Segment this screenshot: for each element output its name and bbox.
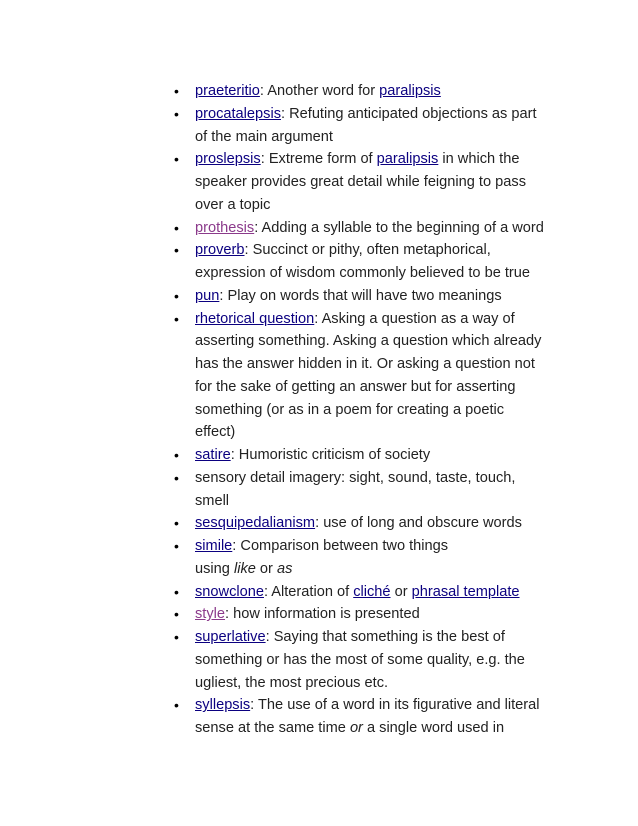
list-item: • procatalepsis: Refuting anticipated objections as part of the main argument [195, 103, 555, 149]
term-link-rhetorical-question[interactable]: rhetorical question [195, 310, 315, 327]
list-item: • satire: Humoristic criticism of society [195, 444, 555, 467]
bullet-icon: • [174, 242, 179, 259]
list-item: • proslepsis: Extreme form of paralipsis in which the speaker provides great detail while feigning to pass over a topic [195, 148, 555, 216]
link-paralipsis[interactable]: paralipsis [379, 83, 441, 99]
list-item: • syllepsis: The use of a word in its figurative and literal sense at the same time or a single word used in [195, 694, 555, 740]
list-item: • sesquipedalianism: use of long and obscure words [195, 512, 555, 535]
bullet-icon: • [174, 83, 179, 99]
link-cliche[interactable]: cliché [353, 583, 391, 600]
bullet-icon: • [174, 515, 179, 532]
list-item: • style: how information is presented [195, 603, 555, 626]
bullet-icon: • [174, 629, 179, 645]
list-item: • praeteritio: Another word for paralipsis [195, 80, 555, 103]
list-item: • proverb: Succinct or pithy, often metaphorical, expression of wisdom commonly believed to be true [195, 239, 555, 285]
figures-of-speech-list [174, 80, 555, 740]
link-phrasal-template[interactable]: phrasal template [411, 583, 520, 600]
term-link-satire[interactable]: satire [195, 447, 231, 463]
term-link-pun[interactable]: pun [195, 287, 220, 304]
term-link-snowclone[interactable]: snowclone [195, 583, 264, 600]
term-link-simile[interactable]: simile [195, 538, 233, 554]
list-item: • sensory detail imagery: sight, sound, taste, touch, smell [195, 467, 555, 513]
bullet-icon: • [174, 606, 179, 623]
list-item: • rhetorical question: Asking a question as a way of asserting something. Asking a question which already has the answer hidden in it. Or asking a question not for the sake of getting an answer but for asserting something (or as in a poem for creating a poetic effect) [195, 308, 555, 445]
list-item: • simile: Comparison between two things using like or as [195, 535, 555, 581]
term-link-proslepsis[interactable]: proslepsis [195, 151, 261, 168]
bullet-icon: • [174, 219, 179, 236]
bullet-icon: • [174, 538, 179, 554]
list-item: • pun: Play on words that will have two meanings [195, 285, 555, 308]
list-item: • prothesis: Adding a syllable to the beginning of a word [195, 217, 555, 240]
bullet-icon: • [174, 583, 179, 600]
term-link-syllepsis[interactable]: syllepsis [195, 697, 251, 714]
term-link-style[interactable]: style [195, 606, 226, 623]
term-link-superlative[interactable]: superlative [195, 629, 266, 645]
bullet-icon: • [174, 151, 179, 168]
term-link-procatalepsis[interactable]: procatalepsis [195, 105, 281, 122]
bullet-icon: • [174, 697, 179, 714]
term-link-prothesis[interactable]: prothesis [195, 219, 255, 236]
term-link-sesquipedalianism[interactable]: sesquipedalianism [195, 515, 316, 532]
bullet-icon: • [174, 287, 179, 304]
bullet-icon: • [174, 105, 179, 122]
term-link-praeteritio[interactable]: praeteritio [195, 83, 260, 99]
link-paralipsis[interactable]: paralipsis [376, 151, 439, 168]
list-item: • superlative: Saying that something is the best of something or has the most of some quality, e.g. the ugliest, the most precious etc. [195, 626, 555, 694]
bullet-icon: • [174, 469, 179, 486]
list-item: • snowclone: Alteration of cliché or phrasal template [195, 581, 555, 604]
bullet-icon: • [174, 447, 179, 463]
bullet-icon: • [174, 310, 179, 327]
term-link-proverb[interactable]: proverb [195, 242, 245, 259]
